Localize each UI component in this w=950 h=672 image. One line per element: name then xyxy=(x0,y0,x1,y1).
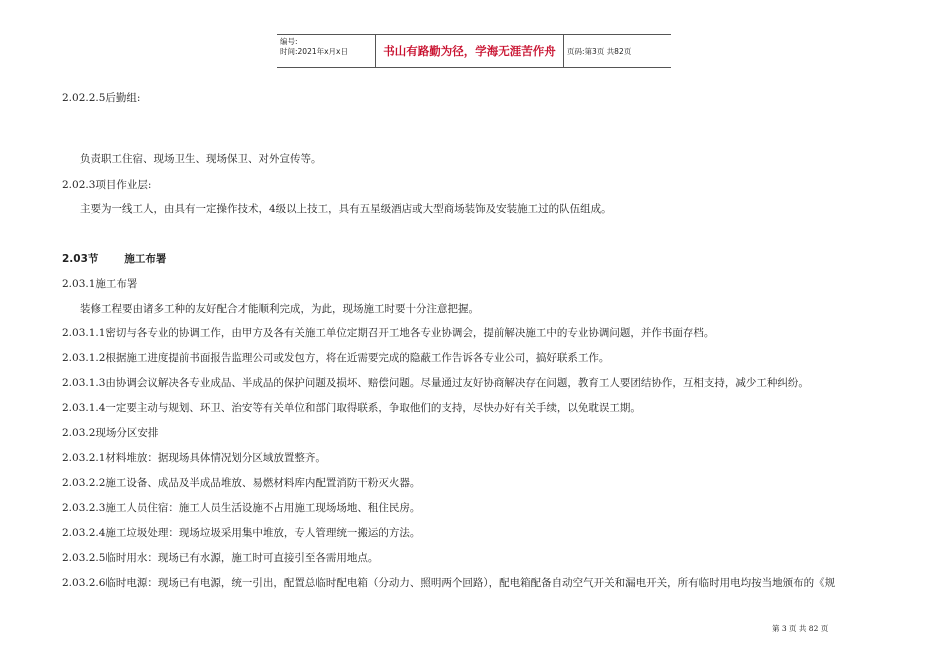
section-heading xyxy=(62,252,166,266)
paragraph-line: 2.03.2现场分区安排 xyxy=(62,427,159,439)
header-meta xyxy=(277,35,376,67)
paragraph-line: 2.02.3项目作业层: xyxy=(62,179,152,191)
paragraph-line: 2.03.1.1密切与各专业的协调工作，由甲方及各有关施工单位定期召开工地各专业协调会，提前解决施工中的专业协调问题，并作书面存档。 xyxy=(62,327,715,339)
header-page-label: 页码:第3页 共82页 xyxy=(567,46,632,56)
paragraph-line: 2.03.2.2施工设备、成品及半成品堆放、易燃材料库内配置消防干粉灭火器。 xyxy=(62,477,421,489)
header-number-label: 编号: xyxy=(280,37,298,46)
section-number: 2.03节 xyxy=(62,253,99,265)
paragraph-line: 2.03.1.4一定要主动与规划、环卫、治安等有关单位和部门取得联系，争取他们的支持，尽快办好有关手续，以免耽误工期。 xyxy=(62,402,641,414)
header-motto: 书山有路勤为径，学海无涯苦作舟 xyxy=(376,35,564,67)
paragraph-line: 2.03.2.1材料堆放：据现场具体情况划分区域放置整齐。 xyxy=(62,452,326,464)
header-time-label: 时间:2021年x月x日 xyxy=(280,47,348,56)
paragraph-line: 2.03.2.4施工垃圾处理：现场垃圾采用集中堆放，专人管理统一搬运的方法。 xyxy=(62,527,421,539)
paragraph-line: 2.03.1施工布署 xyxy=(62,278,138,290)
paragraph-line: 2.03.2.5临时用水：现场已有水源，施工时可直接引至各需用地点。 xyxy=(62,552,379,564)
page-footer: 第 3 页 共 82 页 xyxy=(772,624,829,633)
paragraph-line: 2.03.2.3施工人员住宿：施工人员生活设施不占用施工现场场地、租住民房。 xyxy=(62,502,421,514)
paragraph-line: 负责职工住宿、现场卫生、现场保卫、对外宣传等。 xyxy=(80,153,322,165)
paragraph-line: 装修工程要由诸多工种的友好配合才能顺利完成，为此，现场施工时要十分注意把握。 xyxy=(80,303,479,315)
paragraph-line: 2.02.2.5后勤组: xyxy=(62,92,141,104)
paragraph-line: 2.03.1.3由协调会议解决各专业成品、半成品的保护问题及损坏、赔偿问题。尽量通过友好协商解决存在问题，教育工人要团结协作，互相支持，减少工种纠纷。 xyxy=(62,377,809,389)
page-header xyxy=(277,34,671,68)
paragraph-line: 2.03.2.6临时电源：现场已有电源，统一引出，配置总临时配电箱（分动力、照明两个回路），配电箱配备自动空气开关和漏电开关，所有临时用电均按当地颁布的《规 xyxy=(62,577,836,589)
paragraph-line: 2.03.1.2根据施工进度提前书面报告监理公司或发包方，将在近需要完成的隐蔽工作告诉各专业公司，搞好联系工作。 xyxy=(62,352,610,364)
paragraph-line: 主要为一线工人，由具有一定操作技术，4级以上技工，具有五星级酒店或大型商场装饰及安装施工过的队伍组成。 xyxy=(80,203,612,215)
section-title: 施工布署 xyxy=(124,253,167,265)
